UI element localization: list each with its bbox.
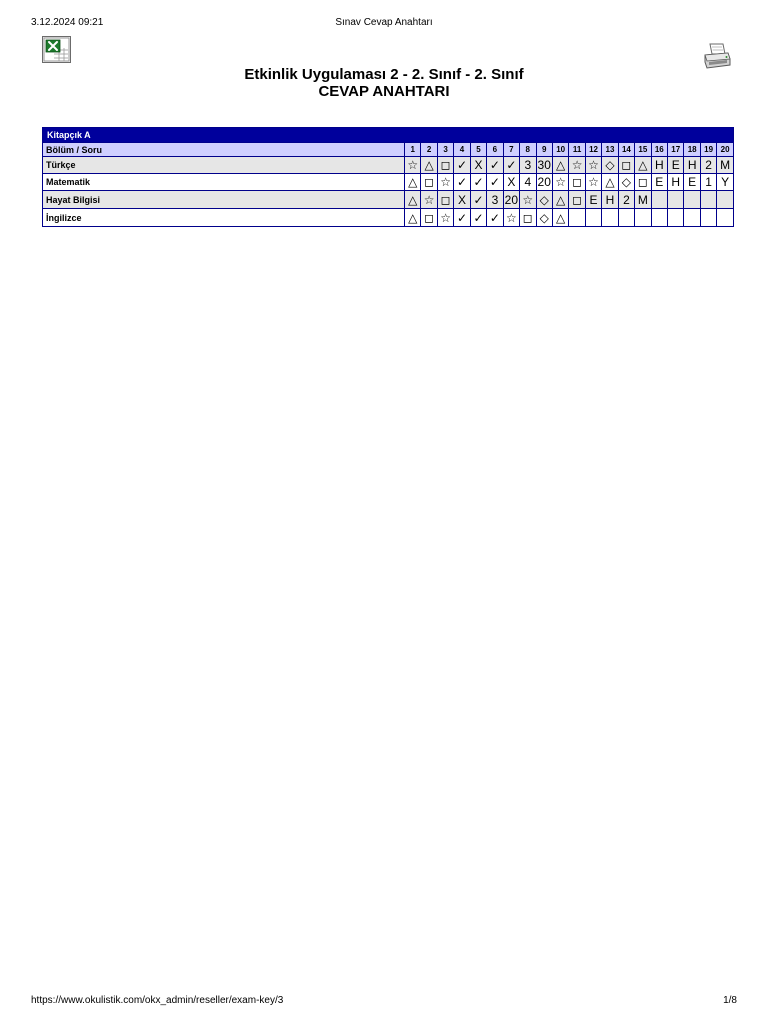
- print-page-title: Sınav Cevap Anahtarı: [335, 17, 433, 28]
- answer-cell: ◻: [437, 157, 453, 174]
- answer-cell: ◻: [618, 157, 634, 174]
- answer-cell: H: [668, 174, 684, 191]
- answer-cell: [668, 191, 684, 209]
- answer-cell: 3: [520, 157, 536, 174]
- question-number-cell: 7: [503, 143, 519, 157]
- answer-cell: ✓: [454, 157, 470, 174]
- answer-cell: △: [552, 209, 568, 227]
- answer-cell: △: [552, 191, 568, 209]
- answer-cell: ◻: [569, 174, 585, 191]
- answer-cell: 4: [520, 174, 536, 191]
- answer-cell: △: [405, 191, 421, 209]
- answer-cell: △: [421, 157, 437, 174]
- question-number-cell: 11: [569, 143, 585, 157]
- document-title-block: [0, 66, 768, 100]
- answer-cell: H: [651, 157, 667, 174]
- excel-export-icon[interactable]: [42, 36, 71, 63]
- answer-cell: ◻: [520, 209, 536, 227]
- answer-cell: ☆: [520, 191, 536, 209]
- booklet-label: Kitapçık A: [43, 128, 734, 143]
- answer-cell: ◻: [569, 191, 585, 209]
- answer-cell: ◻: [421, 174, 437, 191]
- question-number-cell: 16: [651, 143, 667, 157]
- answer-cell: [602, 209, 618, 227]
- answer-cell: △: [552, 157, 568, 174]
- answer-cell: ✓: [487, 174, 503, 191]
- document-subtitle: CEVAP ANAHTARI: [318, 83, 450, 100]
- answer-cell: ✓: [487, 157, 503, 174]
- print-footer: [31, 995, 737, 1009]
- question-number-cell: 15: [635, 143, 651, 157]
- question-number-cell: 17: [668, 143, 684, 157]
- answer-cell: [700, 209, 716, 227]
- question-number-cell: 18: [684, 143, 700, 157]
- booklet-row: [43, 128, 734, 143]
- answer-cell: 20: [537, 175, 551, 189]
- answer-cell: [651, 191, 667, 209]
- answer-cell: ☆: [437, 209, 453, 227]
- answer-cell: [700, 191, 716, 209]
- page-number: 1/8: [723, 995, 737, 1006]
- print-date: 3.12.2024 09:21: [31, 17, 104, 28]
- document-title: Etkinlik Uygulaması 2 - 2. Sınıf - 2. Sınıf: [244, 66, 524, 83]
- answer-cell: E: [585, 191, 601, 209]
- answer-cell: ✓: [470, 191, 486, 209]
- answer-cell: [684, 209, 700, 227]
- question-number-cell: 20: [717, 143, 734, 157]
- answer-cell: ◻: [635, 174, 651, 191]
- answer-cell: [635, 209, 651, 227]
- answer-cell: △: [405, 209, 421, 227]
- answer-cell: ◇: [602, 157, 618, 174]
- subject-label: Hayat Bilgisi: [43, 191, 405, 209]
- answer-cell: 30: [537, 158, 551, 172]
- answer-cell: ☆: [585, 174, 601, 191]
- answer-cell: M: [717, 157, 734, 174]
- answer-cell: ✓: [454, 174, 470, 191]
- subject-label: Türkçe: [43, 157, 405, 174]
- answer-cell: E: [684, 174, 700, 191]
- answer-cell: △: [602, 174, 618, 191]
- answer-cell: △: [635, 157, 651, 174]
- answer-cell: H: [684, 157, 700, 174]
- question-number-cell: 19: [700, 143, 716, 157]
- answer-cell: X: [454, 191, 470, 209]
- answer-cell: 20: [504, 192, 519, 207]
- answer-cell: ☆: [437, 174, 453, 191]
- answer-cell: ✓: [454, 209, 470, 227]
- question-number-cell: 10: [552, 143, 568, 157]
- question-number-row: [43, 143, 734, 157]
- answer-cell: 2: [618, 191, 634, 209]
- answer-cell: ☆: [421, 191, 437, 209]
- question-number-cell: 1: [405, 143, 421, 157]
- answer-cell: ✓: [470, 209, 486, 227]
- answer-cell: 2: [700, 157, 716, 174]
- answer-cell: [651, 209, 667, 227]
- answer-cell: H: [602, 191, 618, 209]
- question-number-cell: 5: [470, 143, 486, 157]
- answer-cell: [684, 191, 700, 209]
- question-number-cell: 4: [454, 143, 470, 157]
- subject-row: [43, 209, 734, 227]
- answer-cell: [717, 209, 734, 227]
- answer-cell: ◇: [536, 209, 552, 227]
- answer-cell: [618, 209, 634, 227]
- answer-cell: ☆: [503, 209, 519, 227]
- answer-key-table: [42, 127, 734, 227]
- question-number-cell: 8: [520, 143, 536, 157]
- print-header: [31, 17, 737, 31]
- answer-cell: [668, 209, 684, 227]
- question-number-cell: 2: [421, 143, 437, 157]
- subject-row: [43, 191, 734, 209]
- answer-cell: ☆: [585, 157, 601, 174]
- answer-cell: ✓: [470, 174, 486, 191]
- answer-cell: ☆: [569, 157, 585, 174]
- answer-cell: △: [405, 174, 421, 191]
- subject-label: İngilizce: [43, 209, 405, 227]
- answer-cell: M: [635, 191, 651, 209]
- answer-cell: [585, 209, 601, 227]
- answer-cell: ☆: [552, 174, 568, 191]
- subject-row: [43, 174, 734, 191]
- question-number-cell: 13: [602, 143, 618, 157]
- answer-cell: [717, 191, 734, 209]
- answer-cell: E: [668, 157, 684, 174]
- answer-cell: X: [470, 157, 486, 174]
- answer-cell: ◻: [437, 191, 453, 209]
- answer-cell: ✓: [487, 209, 503, 227]
- answer-cell: 3: [487, 191, 503, 209]
- answer-cell: [569, 209, 585, 227]
- answer-cell: Y: [717, 174, 734, 191]
- print-url: https://www.okulistik.com/okx_admin/reseller/exam-key/3: [31, 995, 284, 1006]
- answer-cell: ✓: [503, 157, 519, 174]
- answer-cell: ◇: [536, 191, 552, 209]
- question-number-cell: 9: [536, 143, 552, 157]
- answer-cell: ☆: [405, 157, 421, 174]
- answer-cell: X: [503, 174, 519, 191]
- question-number-cell: 14: [618, 143, 634, 157]
- answer-cell: ◇: [618, 174, 634, 191]
- subject-label: Matematik: [43, 174, 405, 191]
- question-number-cell: 3: [437, 143, 453, 157]
- section-question-header: Bölüm / Soru: [43, 143, 405, 157]
- answer-cell: 1: [700, 174, 716, 191]
- question-number-cell: 12: [585, 143, 601, 157]
- answer-cell: E: [651, 174, 667, 191]
- subject-row: [43, 157, 734, 174]
- answer-cell: ◻: [421, 209, 437, 227]
- question-number-cell: 6: [487, 143, 503, 157]
